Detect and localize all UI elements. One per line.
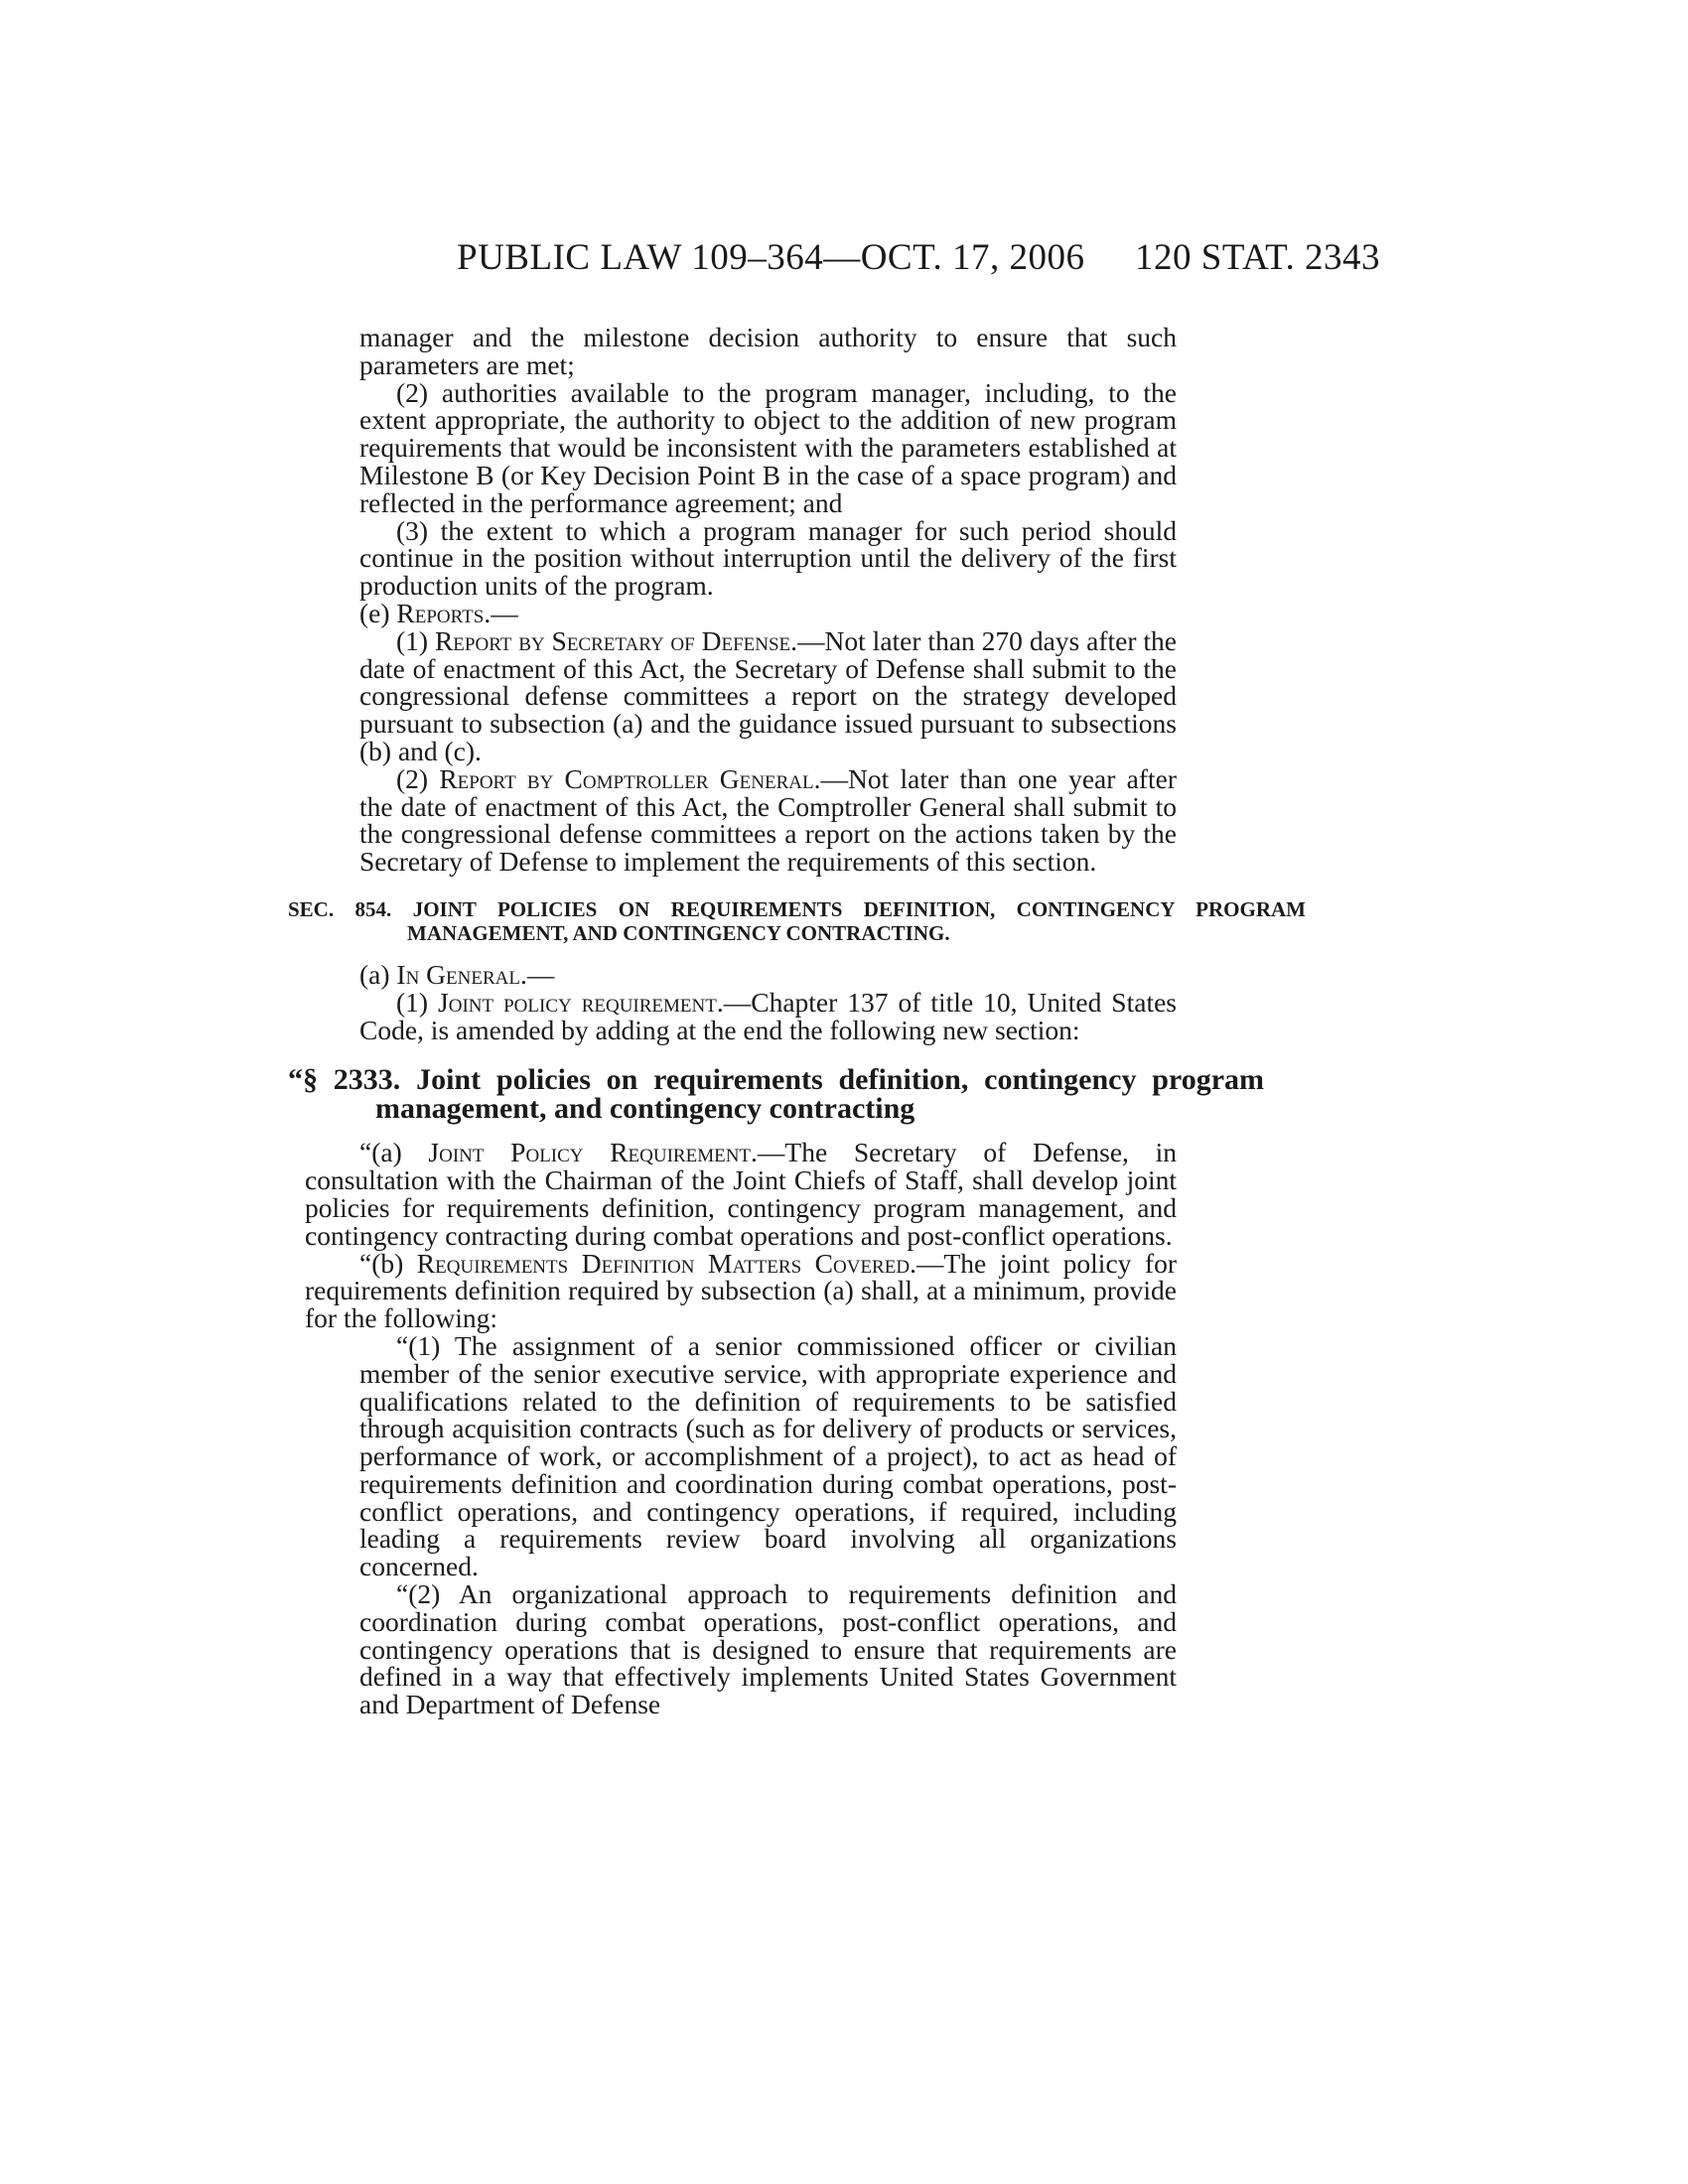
paragraph-d2: (2) authorities available to the program manager, including, to the extent appropriate, the authority to object to the addition of new program requirements that would be inconsistent with the parameters established at Milestone B (or Key Decision Point B in the case of a space program) and reflected in the performance agreement; and — [359, 376, 1177, 518]
subsection-a-heading: (a) In General.— — [359, 958, 555, 990]
paragraph-e2: (2) Report by Comptroller General.—Not later than one year after the date of enactment of this Act, the Comptroller General shall submit to the congressional defense committees a report on the actions taken by the Secretary of Defense to implement the requirements of this section. — [359, 762, 1178, 878]
running-head-title: PUBLIC LAW 109–364—OCT. 17, 2006 — [457, 237, 1085, 278]
paragraph-a1: (1) Joint policy requirement.—Chapter 137 of title 10, United States Code, is amended by adding at the end the following new section: — [359, 986, 1177, 1045]
quoted-paragraph-b1: “(1) The assignment of a senior commissioned officer or civilian member of the senior executive service, with appropriate experience and qualifications related to the definition of requirements to be satisfied through acquisition contracts (such as for delivery of products or services, performance of work, or accomplishment of a project), to act as head of requirements definition and coordination during combat operations, post-conflict operations, and contingency operations, if required, including leading a requirements review board involving all organizations concerned. — [359, 1329, 1177, 1582]
quoted-subsection-a: “(a) Joint Policy Requirement.—The Secretary of Defense, in consultation with the Chairman of the Joint Chiefs of Staff, shall develop joint policies for requirements definition, contingency program management, and contingency contracting during combat operations and post-conflict operations. — [305, 1137, 1177, 1251]
page-header — [298, 236, 1380, 296]
subsection-e-heading: (e) Reports.— — [359, 597, 518, 628]
paragraph-d3: (3) the extent to which a program manager for such period should continue in the position without interruption until the delivery of the first production units of the program. — [359, 514, 1177, 602]
paragraph-e1: (1) Report by Secretary of Defense.—Not later than 270 days after the date of enactment of this Act, the Secretary of Defense shall submit to the congressional defense committees a report on the strategy developed pursuant to subsection (a) and the guidance issued pursuant to subsections (b) and (c). — [359, 624, 1177, 766]
paragraph-continued: manager and the milestone decision authority to ensure that such parameters are met; — [359, 322, 1177, 380]
section-854-heading: SEC. 854. JOINT POLICIES ON REQUIREMENTS DEFINITION, CONTINGENCY PROGRAM MANAGEMENT, AND CONTINGENCY CONTRACTING. — [288, 896, 1306, 945]
quoted-paragraph-b2: “(2) An organizational approach to requirements definition and coordination during combat operations, post-conflict operations, and contingency operations that is designed to ensure that requirements are defined in a way that effectively implements United States Government and Department of Defense — [359, 1578, 1177, 1720]
quoted-subsection-b: “(b) Requirements Definition Matters Covered.—The joint policy for requirements definition required by subsection (a) shall, at a minimum, provide for the following: — [305, 1247, 1177, 1334]
page-number-stat: 120 STAT. 2343 — [1135, 237, 1380, 278]
page-body — [288, 322, 1306, 1720]
section-2333-heading: “§ 2333. Joint policies on requirements definition, contingency program management, and contingency contracting — [288, 1063, 1265, 1126]
